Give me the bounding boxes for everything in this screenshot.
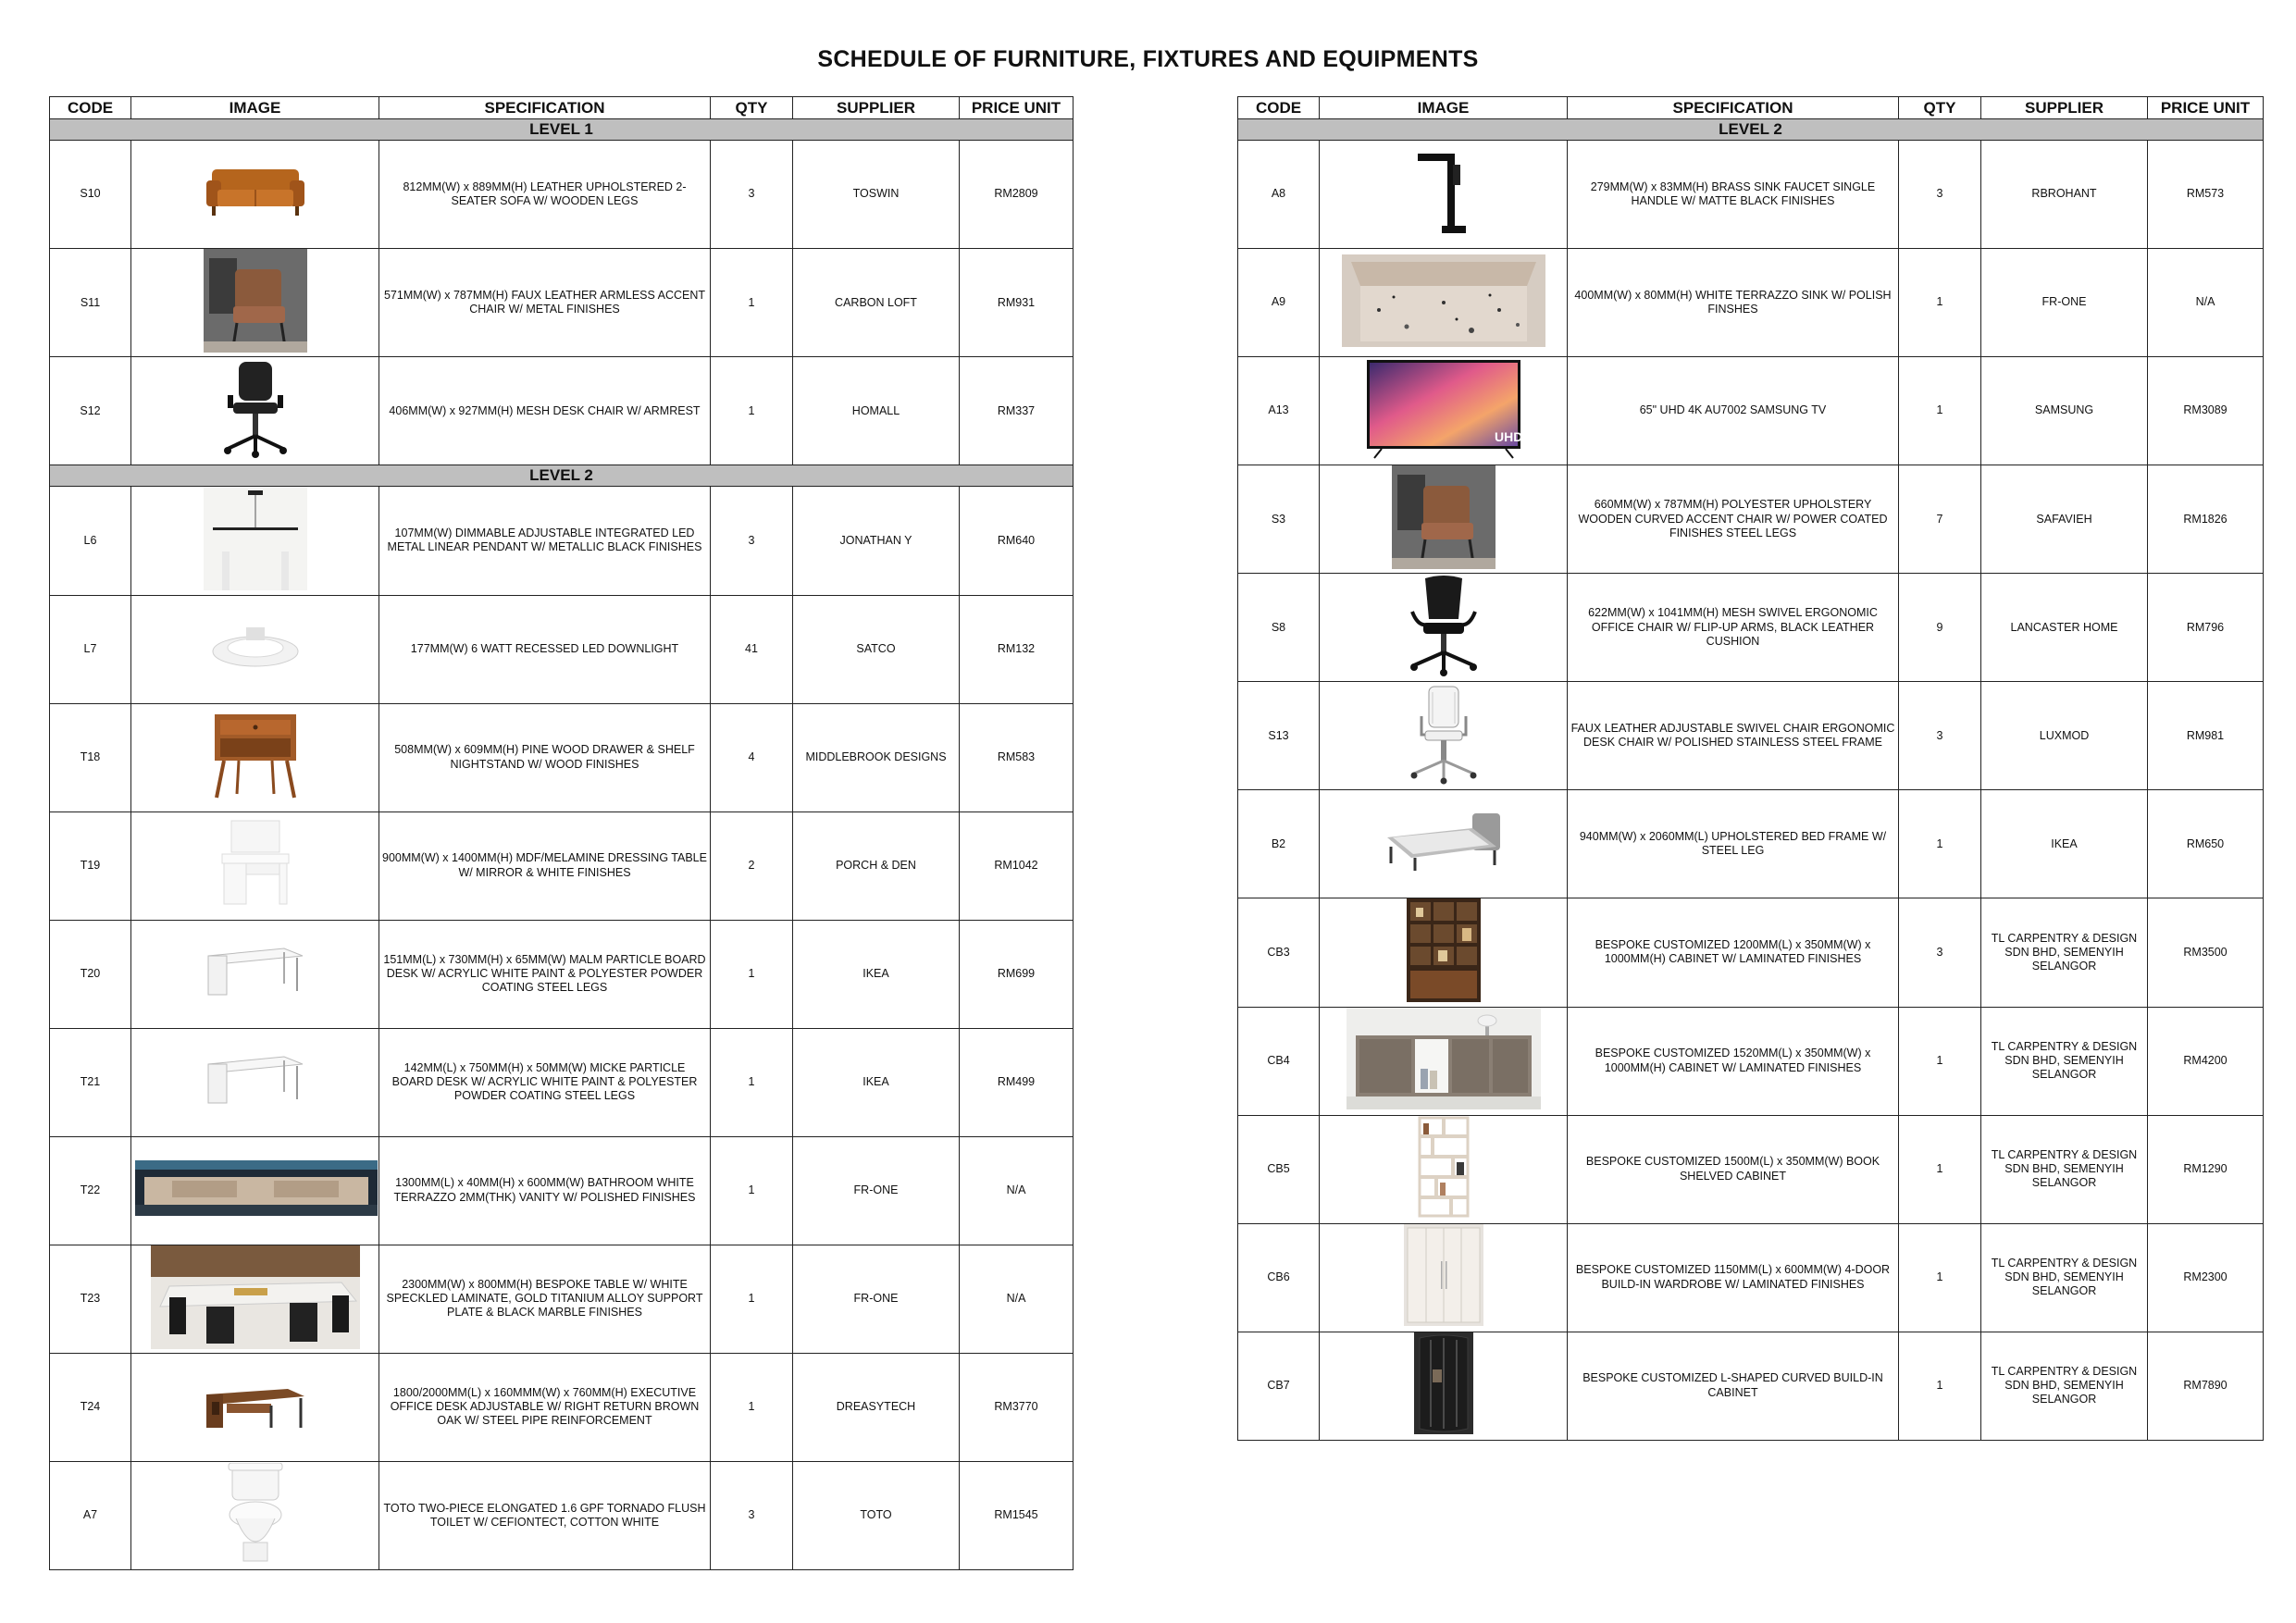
item-image-cell [1320, 790, 1568, 898]
item-specification: BESPOKE CUSTOMIZED 1520MM(L) x 350MM(W) x 1000MM(H) CABINET W/ LAMINATED FINISHES [1568, 1007, 1899, 1115]
swivel-chair-icon [1323, 683, 1563, 788]
item-specification: TOTO TWO-PIECE ELONGATED 1.6 GPF TORNADO FLUSH TOILET W/ CEFIONTECT, COTTON WHITE [379, 1461, 711, 1569]
table-row [50, 812, 1074, 920]
item-code: S10 [50, 141, 131, 249]
item-supplier: HOMALL [793, 357, 960, 465]
item-specification: BESPOKE CUSTOMIZED L-SHAPED CURVED BUILD-IN CABINET [1568, 1332, 1899, 1440]
item-price-unit: RM1826 [2148, 465, 2264, 574]
item-supplier: TL CARPENTRY & DESIGN SDN BHD, SEMENYIH SELANGOR [1981, 1115, 2148, 1223]
table-row [1238, 1007, 2264, 1115]
table-row [1238, 465, 2264, 574]
item-qty: 1 [1899, 1115, 1981, 1223]
item-image-cell [131, 249, 379, 357]
item-price-unit: RM640 [960, 487, 1074, 595]
toilet-icon [135, 1463, 375, 1568]
item-supplier: TOSWIN [793, 141, 960, 249]
item-price-unit: N/A [2148, 249, 2264, 357]
item-price-unit: RM981 [2148, 682, 2264, 790]
item-qty: 3 [711, 487, 793, 595]
item-supplier: TOTO [793, 1461, 960, 1569]
item-image-cell [131, 920, 379, 1028]
table-row [50, 141, 1074, 249]
table-row [50, 487, 1074, 595]
item-qty: 7 [1899, 465, 1981, 574]
item-code: S11 [50, 249, 131, 357]
item-qty: 3 [711, 1461, 793, 1569]
item-qty: 1 [711, 920, 793, 1028]
item-supplier: IKEA [793, 920, 960, 1028]
item-price-unit: RM3089 [2148, 357, 2264, 465]
header-qty: QTY [1899, 97, 1981, 119]
sink-faucet-icon [1323, 146, 1563, 242]
item-qty: 1 [711, 357, 793, 465]
item-price-unit: RM499 [960, 1028, 1074, 1136]
item-supplier: LANCASTER HOME [1981, 574, 2148, 682]
item-qty: 3 [1899, 682, 1981, 790]
bookshelf-icon [1323, 1116, 1563, 1221]
item-specification: BESPOKE CUSTOMIZED 1200MM(L) x 350MM(W) x 1000MM(H) CABINET W/ LAMINATED FINISHES [1568, 898, 1899, 1007]
item-supplier: IKEA [793, 1028, 960, 1136]
item-code: CB5 [1238, 1115, 1320, 1223]
item-price-unit: RM2300 [2148, 1223, 2264, 1332]
item-specification: 107MM(W) DIMMABLE ADJUSTABLE INTEGRATED LED METAL LINEAR PENDANT W/ METALLIC BLACK FINISHES [379, 487, 711, 595]
item-price-unit: RM337 [960, 357, 1074, 465]
item-price-unit: RM7890 [2148, 1332, 2264, 1440]
table-row [1238, 898, 2264, 1007]
table-row [50, 1028, 1074, 1136]
item-image-cell [1320, 1223, 1568, 1332]
item-supplier: SAFAVIEH [1981, 465, 2148, 574]
item-price-unit: RM132 [960, 595, 1074, 703]
level-label: LEVEL 1 [50, 119, 1074, 141]
item-specification: 812MM(W) x 889MM(H) LEATHER UPHOLSTERED 2-SEATER SOFA W/ WOODEN LEGS [379, 141, 711, 249]
level-label: LEVEL 2 [50, 465, 1074, 487]
item-supplier: LUXMOD [1981, 682, 2148, 790]
item-code: CB4 [1238, 1007, 1320, 1115]
item-specification: 65" UHD 4K AU7002 SAMSUNG TV [1568, 357, 1899, 465]
item-image-cell [1320, 682, 1568, 790]
item-supplier: TL CARPENTRY & DESIGN SDN BHD, SEMENYIH SELANGOR [1981, 1223, 2148, 1332]
item-supplier: JONATHAN Y [793, 487, 960, 595]
tv-icon [1323, 358, 1563, 464]
item-image-cell [131, 595, 379, 703]
item-qty: 1 [1899, 249, 1981, 357]
svg-text:UHD: UHD [1494, 428, 1522, 444]
header-code: CODE [1238, 97, 1320, 119]
table-row [1238, 1115, 2264, 1223]
table-row [50, 1461, 1074, 1569]
item-qty: 1 [1899, 1223, 1981, 1332]
sideboard-cabinet-icon [1323, 1008, 1563, 1113]
item-qty: 41 [711, 595, 793, 703]
item-code: T18 [50, 703, 131, 812]
item-supplier: IKEA [1981, 790, 2148, 898]
item-price-unit: RM1042 [960, 812, 1074, 920]
item-image-cell [1320, 574, 1568, 682]
mesh-desk-chair-icon [135, 358, 375, 464]
header-qty: QTY [711, 97, 793, 119]
item-specification: 151MM(L) x 730MM(H) x 65MM(W) MALM PARTICLE BOARD DESK W/ ACRYLIC WHITE PAINT & POLYESTER POWDER COATING STEEL LEGS [379, 920, 711, 1028]
table-row [1238, 574, 2264, 682]
table-row [1238, 1332, 2264, 1440]
item-image-cell [131, 1353, 379, 1461]
item-supplier: FR-ONE [793, 1245, 960, 1353]
table-row [50, 920, 1074, 1028]
terrazzo-sink-icon [1323, 254, 1563, 351]
item-price-unit: N/A [960, 1245, 1074, 1353]
executive-desk-icon [135, 1378, 375, 1437]
level-header-row [50, 119, 1074, 141]
item-code: T21 [50, 1028, 131, 1136]
item-code: A13 [1238, 357, 1320, 465]
accent-chair-icon [1323, 465, 1563, 573]
item-qty: 1 [1899, 1007, 1981, 1115]
item-image-cell [1320, 357, 1568, 465]
table-row [50, 1136, 1074, 1245]
item-price-unit: N/A [960, 1136, 1074, 1245]
item-price-unit: RM573 [2148, 141, 2264, 249]
item-code: A8 [1238, 141, 1320, 249]
table-row [1238, 790, 2264, 898]
header-specification: SPECIFICATION [379, 97, 711, 119]
item-specification: 400MM(W) x 80MM(H) WHITE TERRAZZO SINK W/ POLISH FINSHES [1568, 249, 1899, 357]
item-qty: 1 [711, 249, 793, 357]
table-row [1238, 682, 2264, 790]
office-chair-icon [1323, 575, 1563, 680]
header-code: CODE [50, 97, 131, 119]
item-qty: 3 [1899, 141, 1981, 249]
item-image-cell [1320, 249, 1568, 357]
item-supplier: MIDDLEBROOK DESIGNS [793, 703, 960, 812]
item-specification: 940MM(W) x 2060MM(L) UPHOLSTERED BED FRAME W/ STEEL LEG [1568, 790, 1899, 898]
item-qty: 3 [711, 141, 793, 249]
item-image-cell [131, 812, 379, 920]
table-row [1238, 141, 2264, 249]
item-code: A9 [1238, 249, 1320, 357]
item-price-unit: RM796 [2148, 574, 2264, 682]
item-code: L7 [50, 595, 131, 703]
item-qty: 1 [711, 1028, 793, 1136]
item-supplier: FR-ONE [1981, 249, 2148, 357]
header-image: IMAGE [131, 97, 379, 119]
item-code: CB6 [1238, 1223, 1320, 1332]
item-code: S3 [1238, 465, 1320, 574]
accent-chair-icon [135, 249, 375, 356]
terrazzo-vanity-icon [135, 1160, 375, 1220]
bespoke-table-icon [135, 1245, 375, 1353]
white-desk-icon [135, 943, 375, 1004]
item-image-cell [1320, 141, 1568, 249]
item-image-cell [131, 1245, 379, 1353]
item-image-cell [131, 1136, 379, 1245]
item-qty: 9 [1899, 574, 1981, 682]
nightstand-icon [135, 709, 375, 805]
item-specification: BESPOKE CUSTOMIZED 1150MM(L) x 600MM(W) 4-DOOR BUILD-IN WARDROBE W/ LAMINATED FINISHES [1568, 1223, 1899, 1332]
item-qty: 1 [1899, 1332, 1981, 1440]
item-supplier: SATCO [793, 595, 960, 703]
table-row [1238, 357, 2264, 465]
item-image-cell [1320, 898, 1568, 1007]
item-supplier: TL CARPENTRY & DESIGN SDN BHD, SEMENYIH SELANGOR [1981, 898, 2148, 1007]
item-image-cell [1320, 465, 1568, 574]
curved-cabinet-icon [1323, 1332, 1563, 1438]
item-specification: FAUX LEATHER ADJUSTABLE SWIVEL CHAIR ERGONOMIC DESK CHAIR W/ POLISHED STAINLESS STEEL FRAME [1568, 682, 1899, 790]
schedule-table-left [49, 96, 1074, 1570]
item-supplier: SAMSUNG [1981, 357, 2148, 465]
item-supplier: TL CARPENTRY & DESIGN SDN BHD, SEMENYIH SELANGOR [1981, 1007, 2148, 1115]
white-desk-icon [135, 1051, 375, 1112]
item-code: T24 [50, 1353, 131, 1461]
item-qty: 4 [711, 703, 793, 812]
item-image-cell [1320, 1007, 1568, 1115]
item-image-cell [1320, 1332, 1568, 1440]
item-price-unit: RM699 [960, 920, 1074, 1028]
item-code: T19 [50, 812, 131, 920]
table-row [50, 1245, 1074, 1353]
item-specification: BESPOKE CUSTOMIZED 1500M(L) x 350MM(W) BOOK SHELVED CABINET [1568, 1115, 1899, 1223]
item-qty: 1 [711, 1245, 793, 1353]
item-price-unit: RM583 [960, 703, 1074, 812]
item-supplier: DREASYTECH [793, 1353, 960, 1461]
item-specification: 2300MM(W) x 800MM(H) BESPOKE TABLE W/ WHITE SPECKLED LAMINATE, GOLD TITANIUM ALLOY SUPPORT PLATE & BLACK MARBLE FINISHES [379, 1245, 711, 1353]
table-row [1238, 249, 2264, 357]
item-supplier: RBROHANT [1981, 141, 2148, 249]
item-code: A7 [50, 1461, 131, 1569]
item-price-unit: RM1290 [2148, 1115, 2264, 1223]
item-specification: 1800/2000MM(L) x 160MMM(W) x 760MM(H) EXECUTIVE OFFICE DESK ADJUSTABLE W/ RIGHT RETURN BROWN OAK W/ STEEL PIPE REINFORCEMENT [379, 1353, 711, 1461]
item-code: T23 [50, 1245, 131, 1353]
item-specification: 622MM(W) x 1041MM(H) MESH SWIVEL ERGONOMIC OFFICE CHAIR W/ FLIP-UP ARMS, BLACK LEATHER CUSHION [1568, 574, 1899, 682]
header-supplier: SUPPLIER [793, 97, 960, 119]
shelving-cabinet-icon [1323, 898, 1563, 1006]
item-specification: 177MM(W) 6 WATT RECESSED LED DOWNLIGHT [379, 595, 711, 703]
schedule-table-right [1237, 96, 2264, 1441]
item-price-unit: RM650 [2148, 790, 2264, 898]
header-price-unit: PRICE UNIT [960, 97, 1074, 119]
item-supplier: CARBON LOFT [793, 249, 960, 357]
item-qty: 3 [1899, 898, 1981, 1007]
item-qty: 1 [1899, 790, 1981, 898]
table-row [1238, 1223, 2264, 1332]
item-image-cell [131, 703, 379, 812]
item-specification: 508MM(W) x 609MM(H) PINE WOOD DRAWER & SHELF NIGHTSTAND W/ WOOD FINISHES [379, 703, 711, 812]
item-code: S12 [50, 357, 131, 465]
header-specification: SPECIFICATION [1568, 97, 1899, 119]
table-row [50, 357, 1074, 465]
header-row [1238, 97, 2264, 119]
page-title: SCHEDULE OF FURNITURE, FIXTURES AND EQUIPMENTS [817, 46, 1479, 72]
header-image: IMAGE [1320, 97, 1568, 119]
item-code: B2 [1238, 790, 1320, 898]
item-price-unit: RM1545 [960, 1461, 1074, 1569]
item-image-cell [131, 357, 379, 465]
level-label: LEVEL 2 [1238, 119, 2264, 141]
table-row [50, 1353, 1074, 1461]
level-header-row [50, 465, 1074, 487]
item-image-cell [131, 1028, 379, 1136]
item-code: L6 [50, 487, 131, 595]
sofa-icon [135, 164, 375, 225]
item-code: T20 [50, 920, 131, 1028]
item-qty: 1 [1899, 357, 1981, 465]
header-price-unit: PRICE UNIT [2148, 97, 2264, 119]
item-qty: 1 [711, 1353, 793, 1461]
table-row [50, 249, 1074, 357]
item-specification: 1300MM(L) x 40MM(H) x 600MM(W) BATHROOM WHITE TERRAZZO 2MM(THK) VANITY W/ POLISHED FINISHES [379, 1136, 711, 1245]
item-specification: 900MM(W) x 1400MM(H) MDF/MELAMINE DRESSING TABLE W/ MIRROR & WHITE FINISHES [379, 812, 711, 920]
item-specification: 660MM(W) x 787MM(H) POLYESTER UPHOLSTERY WOODEN CURVED ACCENT CHAIR W/ POWER COATED FINISHES STEEL LEGS [1568, 465, 1899, 574]
header-supplier: SUPPLIER [1981, 97, 2148, 119]
item-code: S13 [1238, 682, 1320, 790]
dressing-table-icon [135, 817, 375, 913]
item-price-unit: RM931 [960, 249, 1074, 357]
item-specification: 406MM(W) x 927MM(H) MESH DESK CHAIR W/ ARMREST [379, 357, 711, 465]
linear-pendant-light-icon [135, 487, 375, 594]
item-price-unit: RM3500 [2148, 898, 2264, 1007]
header-row [50, 97, 1074, 119]
table-row [50, 703, 1074, 812]
item-code: CB3 [1238, 898, 1320, 1007]
item-supplier: TL CARPENTRY & DESIGN SDN BHD, SEMENYIH SELANGOR [1981, 1332, 2148, 1440]
item-image-cell [131, 1461, 379, 1569]
item-price-unit: RM2809 [960, 141, 1074, 249]
item-image-cell [1320, 1115, 1568, 1223]
item-price-unit: RM4200 [2148, 1007, 2264, 1115]
bed-frame-icon [1323, 810, 1563, 878]
level-header-row [1238, 119, 2264, 141]
item-image-cell [131, 487, 379, 595]
item-price-unit: RM3770 [960, 1353, 1074, 1461]
item-code: T22 [50, 1136, 131, 1245]
item-qty: 1 [711, 1136, 793, 1245]
led-downlight-icon [135, 624, 375, 674]
item-specification: 571MM(W) x 787MM(H) FAUX LEATHER ARMLESS ACCENT CHAIR W/ METAL FINISHES [379, 249, 711, 357]
item-specification: 142MM(L) x 750MM(H) x 50MM(W) MICKE PARTICLE BOARD DESK W/ ACRYLIC WHITE PAINT & POLYESTER POWDER COATING STEEL LEGS [379, 1028, 711, 1136]
item-qty: 2 [711, 812, 793, 920]
wardrobe-icon [1323, 1224, 1563, 1330]
item-supplier: PORCH & DEN [793, 812, 960, 920]
item-code: S8 [1238, 574, 1320, 682]
item-code: CB7 [1238, 1332, 1320, 1440]
table-row [50, 595, 1074, 703]
item-image-cell [131, 141, 379, 249]
item-specification: 279MM(W) x 83MM(H) BRASS SINK FAUCET SINGLE HANDLE W/ MATTE BLACK FINISHES [1568, 141, 1899, 249]
item-supplier: FR-ONE [793, 1136, 960, 1245]
